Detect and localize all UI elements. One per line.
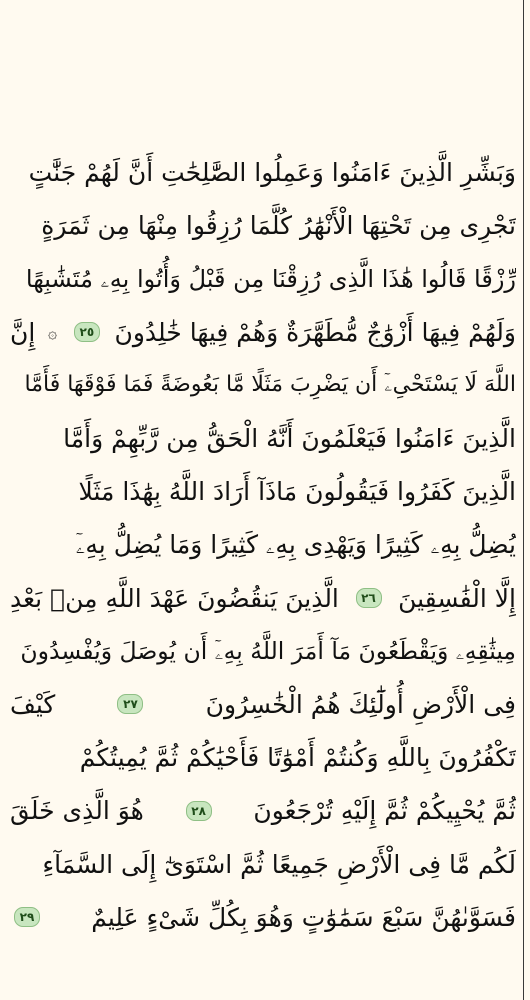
text-line-8 [10,518,516,571]
text-line-10 [10,625,516,678]
text-line-7 [10,465,516,518]
line-text: تَجْرِى مِن تَحْتِهَا الْأَنْهَٰرُ كُلَّمَا رُزِقُوا مِنْهَا مِن ثَمَرَةٍ [41,211,516,241]
line-text: الَّذِينَ ءَامَنُوا فَيَعْلَمُونَ أَنَّهُ الْحَقُّ مِن رَّبِّهِمْ وَأَمَّا [63,424,516,454]
text-line-9 [10,572,516,625]
line-text: فَسَوَّىٰهُنَّ سَبْعَ سَمَٰوَٰتٍ وَهُوَ بِكُلِّ شَىْءٍ عَلِيمٌ [91,902,516,932]
line-text: الَّذِينَ يَنقُضُونَ عَهْدَ اللَّهِ مِنۢ بَعْدِ [10,583,339,613]
line-text: هُوَ الَّذِى خَلَقَ [10,796,144,826]
text-line-6 [10,412,516,465]
text-line-14 [10,837,516,890]
text-line-1 [10,146,516,199]
line-text: وَلَهُمْ فِيهَا أَزْوَٰجٌ مُّطَهَّرَةٌ وَهُمْ فِيهَا خَٰلِدُونَ [114,317,516,347]
line-text: ثُمَّ يُحْيِيكُمْ ثُمَّ إِلَيْهِ تُرْجَعُونَ [253,796,516,826]
verse-text-block [10,146,516,944]
line-text: إِلَّا الْفَٰسِقِينَ [398,583,516,613]
line-text: الَّذِينَ كَفَرُوا فَيَقُولُونَ مَاذَآ أَرَادَ اللَّهُ بِهَٰذَا مَثَلًا [78,477,516,507]
line-text: يُضِلُّ بِهِۦ كَثِيرًا وَيَهْدِى بِهِۦ كَثِيرًا وَمَا يُضِلُّ بِهِۦٓ [75,530,516,560]
text-line-5 [10,359,516,412]
line-text: مِيثَٰقِهِۦ وَيَقْطَعُونَ مَآ أَمَرَ اللَّهُ بِهِۦٓ أَن يُوصَلَ وَيُفْسِدُونَ [20,636,516,665]
text-line-12 [10,731,516,784]
verse-number-marker-28: ٢٨ [186,801,212,821]
text-line-15 [10,891,516,944]
text-line-3 [10,252,516,305]
line-text: وَبَشِّرِ الَّذِينَ ءَامَنُوا وَعَمِلُوا الصَّٰلِحَٰتِ أَنَّ لَهُمْ جَنَّٰتٍ [28,158,516,188]
line-text: لَكُم مَّا فِى الْأَرْضِ جَمِيعًا ثُمَّ اسْتَوَىٰٓ إِلَى السَّمَآءِ [42,849,516,879]
text-line-11 [10,678,516,731]
line-text: كَيْفَ [10,689,56,719]
verse-number-marker-25: ٢٥ [74,322,100,342]
line-text: اللَّهَ لَا يَسْتَحْىِۦٓ أَن يَضْرِبَ مَثَلًا مَّا بَعُوضَةً فَمَا فَوْقَهَا فَأَمَّا [24,372,516,398]
line-text: رِّزْقًا قَالُوا هَٰذَا الَّذِى رُزِقْنَا مِن قَبْلُ وَأُتُوا بِهِۦ مُتَشَٰبِهًا [25,264,516,293]
line-text: إِنَّ [10,317,36,347]
rub-el-hizb-icon: ۞ [47,322,58,342]
line-text: فِى الْأَرْضِ أُولَٰٓئِكَ هُمُ الْخَٰسِرُونَ [205,689,516,719]
page-edge-line [523,0,524,1000]
text-line-13 [10,784,516,837]
line-text: تَكْفُرُونَ بِاللَّهِ وَكُنتُمْ أَمْوَٰتًا فَأَحْيَٰكُمْ ثُمَّ يُمِيتُكُمْ [79,743,516,773]
verse-number-marker-27: ٢٧ [117,694,143,714]
verse-number-marker-26: ٢٦ [356,588,382,608]
verse-number-marker-29: ٢٩ [14,907,40,927]
text-line-4 [10,306,516,359]
text-line-2 [10,199,516,252]
